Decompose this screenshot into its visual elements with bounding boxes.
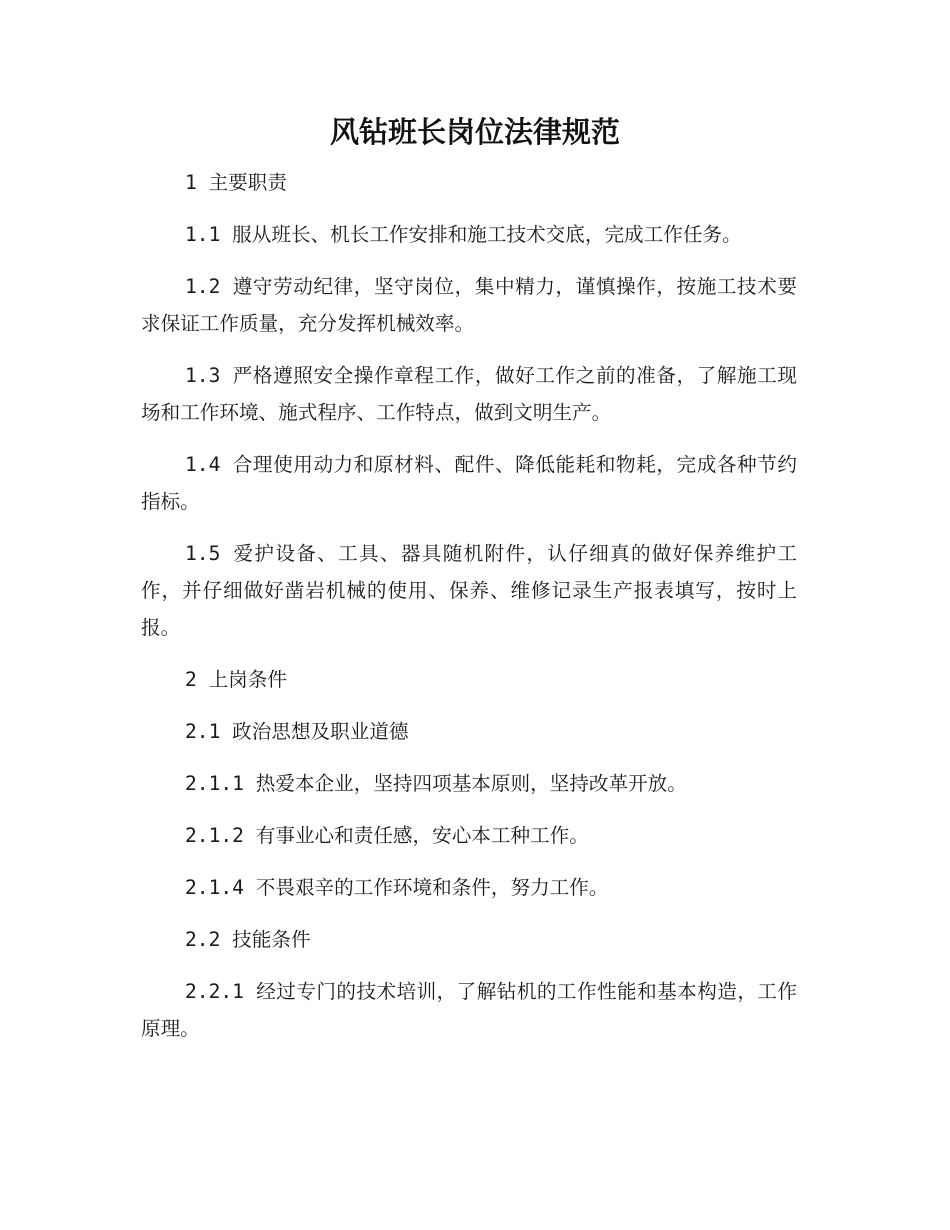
paragraph-2-1-1: 2.1.1 热爱本企业，坚持四项基本原则，坚持改革开放。: [185, 772, 687, 795]
paragraph-2-2-1: 2.2.1 经过专门的技术培训，了解钻机的工作性能和基本构造，工作原理。: [141, 980, 797, 1040]
paragraph-1-5: 1.5 爱护设备、工具、器具随机附件，认仔细真的做好保养维护工作，并仔细做好凿岩机械的使用、保养、维修记录生产报表填写，按时上报。: [141, 542, 797, 639]
paragraph-1-3: 1.3 严格遵照安全操作章程工作，做好工作之前的准备，了解施工现场和工作环境、施式程序、工作特点，做到文明生产。: [141, 364, 797, 424]
paragraph-1-1: 1.1 服从班长、机长工作安排和施工技术交底，完成工作任务。: [185, 223, 742, 246]
section-heading-duties: 1 主要职责: [185, 171, 287, 194]
paragraph-1-4: 1.4 合理使用动力和原材料、配件、降低能耗和物耗，完成各种节约指标。: [141, 453, 797, 513]
paragraph-2-1-2: 2.1.2 有事业心和责任感，安心本工种工作。: [185, 824, 589, 847]
document-body: [141, 164, 797, 1062]
subsection-heading-2-1: 2.1 政治思想及职业道德: [185, 720, 409, 743]
subsection-heading-2-2: 2.2 技能条件: [185, 928, 311, 951]
paragraph-1-2: 1.2 遵守劳动纪律，坚守岗位，集中精力，谨慎操作，按施工技术要求保证工作质量，充分发挥机械效率。: [141, 275, 797, 335]
paragraph-2-1-4: 2.1.4 不畏艰辛的工作环境和条件，努力工作。: [185, 876, 609, 899]
document-title: 风钻班长岗位法律规范: [329, 115, 620, 149]
section-heading-requirements: 2 上岗条件: [185, 668, 287, 691]
